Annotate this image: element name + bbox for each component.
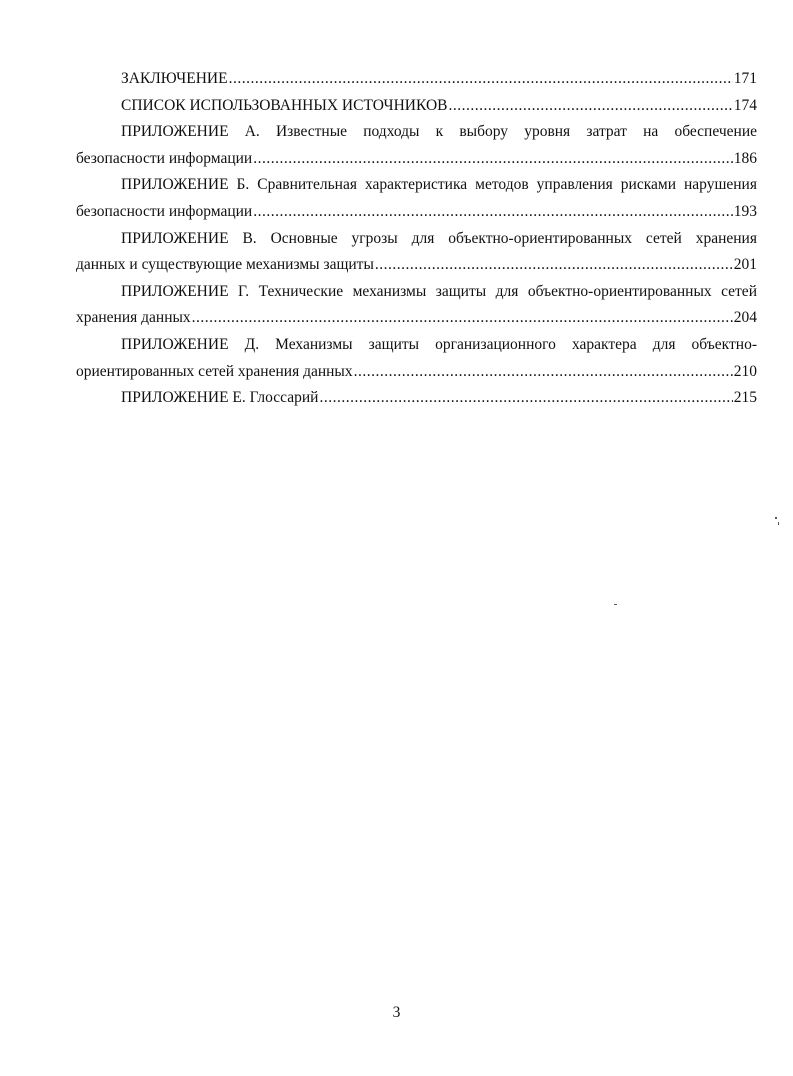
toc-entry-title-line2: ориентированных сетей хранения данных [76,362,353,380]
toc-entry-appendix-b [76,172,757,225]
scan-artifact [614,604,617,605]
scan-artifact [778,522,779,525]
page-number: 3 [392,1004,401,1021]
toc-entry-title-line2: безопасности информации [76,202,253,220]
toc-leader-dots [192,305,733,332]
toc-entry-title-line2: хранения данных [76,309,191,327]
table-of-contents [76,66,757,412]
toc-entry-appendix-v [76,226,757,279]
toc-entry-title: СПИСОК ИСПОЛЬЗОВАННЫХ ИСТОЧНИКОВ [121,96,448,114]
toc-entry-title-line1: ПРИЛОЖЕНИЕ Д. Механизмы защиты организационного характера для объектно- [121,335,757,353]
toc-entry-page: 186 [733,149,757,167]
toc-entry-appendix-d [76,332,757,385]
toc-entry-appendix-e [76,385,757,412]
toc-leader-dots [375,252,733,279]
toc-leader-dots [354,359,733,386]
toc-entry-conclusion [76,66,757,93]
toc-leader-dots [229,66,733,93]
toc-entry-references [76,93,757,120]
toc-entry-title-line2: безопасности информации [76,149,253,167]
toc-entry-title-line1: ПРИЛОЖЕНИЕ В. Основные угрозы для объектно-ориентированных сетей хранения [121,229,757,247]
toc-entry-appendix-g [76,279,757,332]
toc-entry-title: ПРИЛОЖЕНИЕ Е. Глоссарий [121,389,319,407]
toc-entry-title-line1: ПРИЛОЖЕНИЕ Б. Сравнительная характеристика методов управления рисками нарушения [121,176,757,194]
toc-entry-page: 193 [733,202,757,220]
toc-leader-dots [319,385,732,412]
toc-entry-page: 210 [733,362,757,380]
toc-entry-title-line1: ПРИЛОЖЕНИЕ А. Известные подходы к выбору уровня затрат на обеспечение [121,123,757,141]
toc-leader-dots [448,93,732,120]
toc-entry-title: ЗАКЛЮЧЕНИЕ [121,70,228,87]
toc-entry-page: 215 [733,389,757,407]
toc-entry-title-line1: ПРИЛОЖЕНИЕ Г. Технические механизмы защиты для объектно-ориентированных сетей [121,282,757,300]
toc-entry-page: 204 [733,309,757,327]
toc-entry-appendix-a [76,119,757,172]
toc-entry-page: 174 [733,96,757,114]
toc-leader-dots [253,146,733,173]
toc-entry-page: 201 [733,256,757,274]
toc-entry-title-line2: данных и существующие механизмы защиты [76,256,374,274]
scan-artifact [775,517,777,519]
toc-leader-dots [253,199,733,226]
toc-entry-page: 171 [733,70,757,87]
